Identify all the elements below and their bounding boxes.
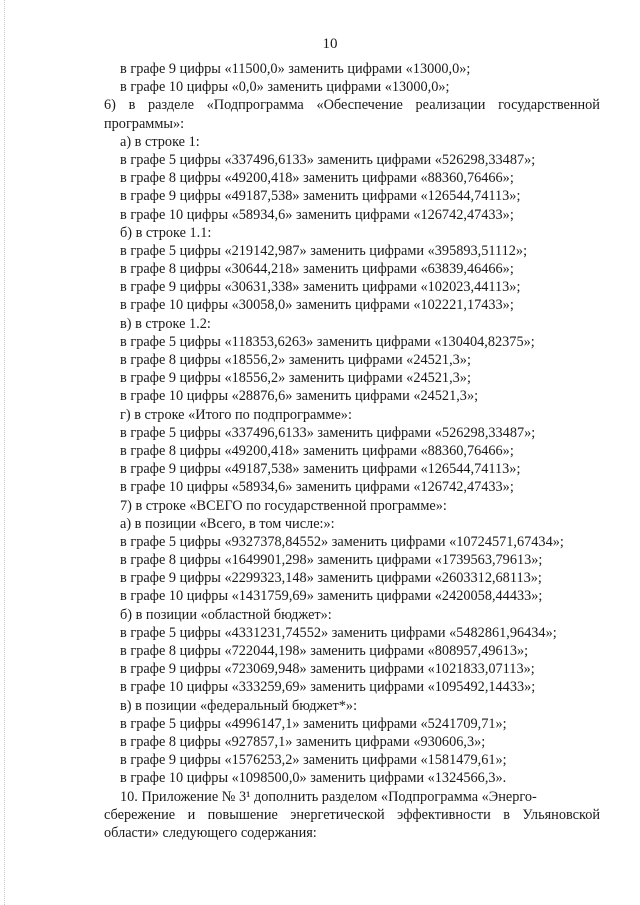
text-line: в графе 8 цифры «722044,198» заменить цифрами «808957,49613»; — [120, 643, 529, 659]
document-body — [0, 60, 640, 842]
text-line: в графе 5 цифры «4996147,1» заменить цифрами «5241709,71»; — [120, 715, 507, 732]
text-line: в графе 10 цифры «58934,6» заменить цифрами «126742,47433»; — [120, 206, 514, 223]
word: «Обеспечение — [316, 97, 403, 114]
text-line: в графе 9 цифры «723069,948» заменить цифрами «1021833,07113»; — [120, 661, 535, 678]
text-line: в графе 9 цифры «1576253,2» заменить цифрами «1581479,61»; — [120, 752, 507, 769]
text-line: а) в позиции «Всего, в том числе:»: — [120, 515, 335, 532]
text-line: области» следующего содержания: — [104, 824, 317, 841]
text-line: в графе 8 цифры «49200,418» заменить цифрами «88360,76466»; — [120, 442, 514, 459]
text-line: в графе 5 цифры «337496,6133» заменить цифрами «526298,33487»; — [120, 151, 536, 168]
text-line: в графе 8 цифры «927857,1» заменить цифрами «930606,3»; — [120, 733, 486, 750]
text-line: в графе 5 цифры «4331231,74552» заменить цифрами «5482861,96434»; — [120, 624, 557, 641]
text-line: в графе 8 цифры «49200,418» заменить цифрами «88360,76466»; — [120, 170, 514, 187]
word: «Подпрограмма — [206, 97, 304, 114]
text-line: в графе 10 цифры «30058,0» заменить цифрами «102221,17433»; — [120, 297, 514, 314]
text-line: г) в строке «Итого по подпрограмме»: — [120, 406, 352, 423]
text-line: в графе 5 цифры «9327378,84552» заменить цифрами «10724571,67434»; — [120, 533, 564, 550]
text-line: в графе 5 цифры «337496,6133» заменить цифрами «526298,33487»; — [120, 424, 536, 441]
text-line: в графе 9 цифры «49187,538» заменить цифрами «126544,74113»; — [120, 188, 521, 205]
text-line — [0, 96, 600, 114]
text-line: в графе 5 цифры «118353,6263» заменить цифрами «130404,82375»; — [120, 333, 535, 350]
text-line: в графе 10 цифры «58934,6» заменить цифрами «126742,47433»; — [120, 479, 514, 496]
text-line: 10. Приложение № 3¹ дополнить разделом «Подпрограмма «Энерго- — [120, 788, 537, 805]
text-line: а) в строке 1: — [120, 133, 200, 150]
word: реализации — [415, 97, 486, 114]
text-line: в графе 10 цифры «28876,6» заменить цифрами «24521,3»; — [120, 388, 479, 405]
page-number: 10 — [322, 36, 338, 52]
word: разделе — [148, 97, 194, 114]
text-line: в графе 9 цифры «30631,338» заменить цифрами «102023,44113»; — [120, 279, 521, 296]
text-line: в графе 9 цифры «2299323,148» заменить цифрами «2603312,68113»; — [120, 570, 542, 587]
text-line: программы»: — [104, 115, 185, 132]
text-line: в графе 9 цифры «18556,2» заменить цифрами «24521,3»; — [120, 370, 471, 387]
text-line: б) в позиции «областной бюджет»: — [120, 606, 332, 623]
text-line: 7) в строке «ВСЕГО по государственной программе»: — [120, 497, 447, 514]
text-line: в графе 9 цифры «49187,538» заменить цифрами «126544,74113»; — [120, 461, 521, 478]
text-line: сбережение и повышение энергетической эффективности в Ульяновской — [104, 806, 600, 823]
text-line: в графе 9 цифры «11500,0» заменить цифрами «13000,0»; — [120, 61, 471, 77]
word: в — [128, 97, 136, 114]
text-line: в графе 5 цифры «219142,987» заменить цифрами «395893,51112»; — [120, 242, 528, 259]
text-line: в графе 8 цифры «18556,2» заменить цифрами «24521,3»; — [120, 352, 471, 368]
text-line: в графе 10 цифры «1098500,0» заменить цифрами «1324566,3». — [120, 770, 507, 787]
text-line: в графе 10 цифры «333259,69» заменить цифрами «1095492,14433»; — [120, 679, 536, 696]
text-line: в графе 8 цифры «30644,218» заменить цифрами «63839,46466»; — [120, 261, 514, 278]
text-line: в) в позиции «федеральный бюджет*»: — [120, 697, 358, 714]
text-line: в графе 10 цифры «1431759,69» заменить цифрами «2420058,44433»; — [120, 588, 543, 605]
text-line: б) в строке 1.1: — [120, 224, 212, 241]
word: 6) — [104, 97, 116, 114]
text-line: в графе 8 цифры «1649901,298» заменить цифрами «1739563,79613»; — [120, 552, 543, 569]
text-line: в) в строке 1.2: — [120, 315, 211, 332]
text-line: в графе 10 цифры «0,0» заменить цифрами «13000,0»; — [120, 79, 450, 96]
word: государственной — [498, 97, 600, 114]
